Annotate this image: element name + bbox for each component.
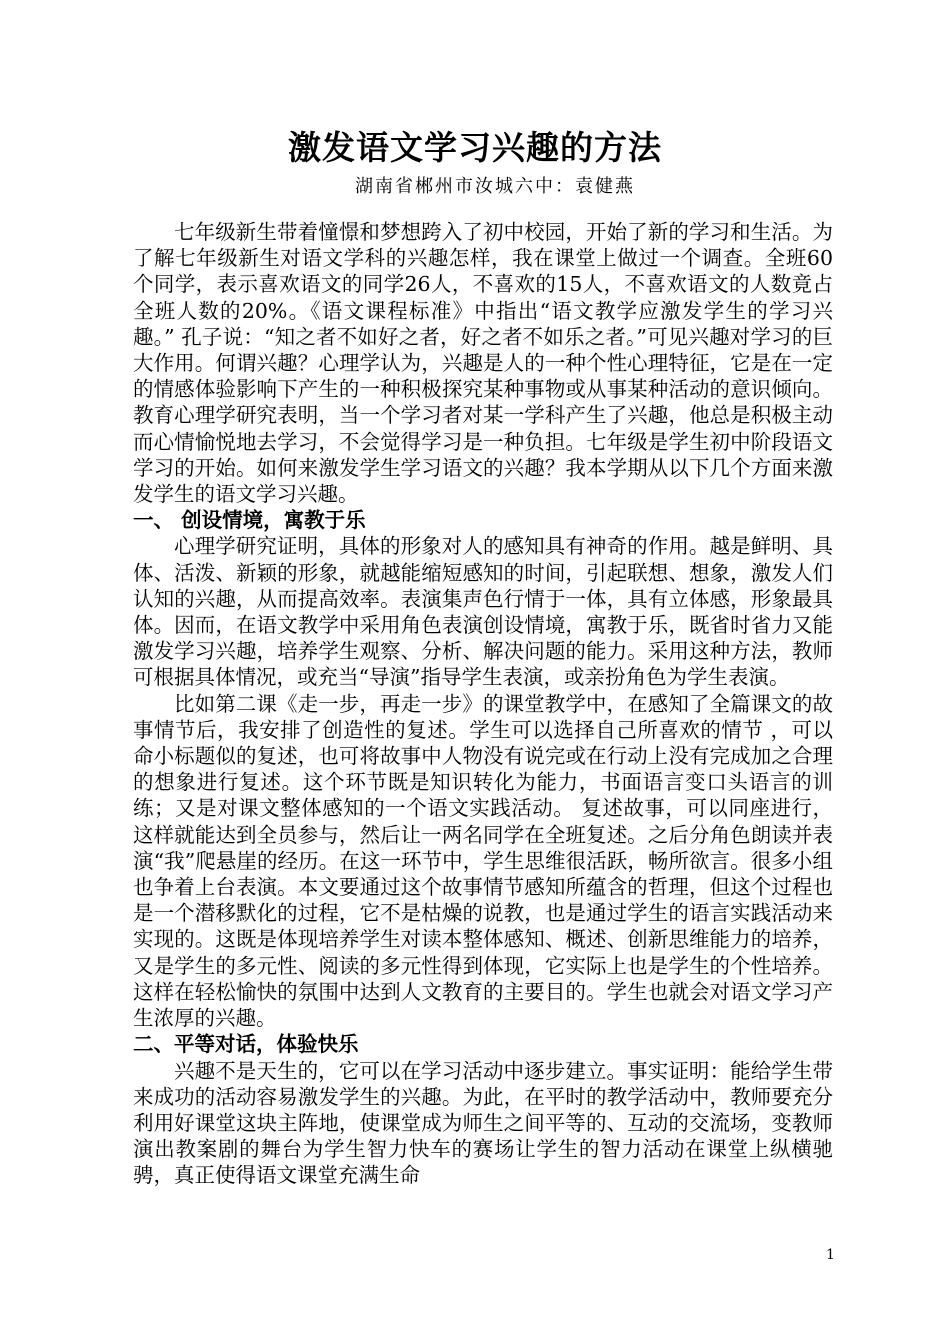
page-number: 1 (826, 1247, 835, 1263)
section1-paragraph-2: 比如第二课《走一步，再走一步》的课堂教学中，在感知了全篇课文的故事情节后，我安排了创造性的复述。学生可以选择自己所喜欢的情节 ，可以命小标题似的复述，也可将故事中人物没有说完或在行动上没有完成加之合理的想象进行复述。这个环节既是知识转化为能力，书面语言变口头语言的训练；又是对课文整体感知的一个语文实践活动。 复述故事，可以同座进行，这样就能达到全员参与，然后让一两名同学在全班复述。之后分角色朗读并表演“我”爬悬崖的经历。在这一环节中，学生思维很活跃，畅所欲言。很多小组也争着上台表演。本文要通过这个故事情节感知所蕴含的哲理，但这个过程也是一个潜移默化的过程，它不是枯燥的说教，也是通过学生的语言实践活动来实现的。这既是体现培养学生对读本整体感知、概述、创新思维能力的培养，又是学生的多元性、阅读的多元性得到体现，它实际上也是学生的个性培养。这样在轻松愉快的氛围中达到人文教育的主要目的。学生也就会对语文学习产生浓厚的兴趣。 (133, 691, 833, 1031)
section1-paragraph-1: 心理学研究证明，具体的形象对人的感知具有神奇的作用。越是鲜明、具体、活泼、新颖的形象，就越能缩短感知的时间，引起联想、想象，激发人们认知的兴趣，从而提高效率。表演集声色行情于一体，具有立体感，形象最具体。因而，在语文教学中采用角色表演创设情境，寓教于乐，既省时省力又能激发学习兴趣，培养学生观察、分析、解决问题的能力。采用这种方法，教师可根据具体情况，或充当“导演”指导学生表演，或亲扮角色为学生表演。 (133, 534, 833, 690)
section-heading-1: 一、 创设情境，寓教于乐 (133, 508, 366, 533)
section2-paragraph-1: 兴趣不是天生的，它可以在学习活动中逐步建立。事实证明：能给学生带来成功的活动容易激发学生的兴趣。为此，在平时的教学活动中，教师要充分利用好课堂这块主阵地，使课堂成为师生之间平等的、互动的交流场，变教师演出教案剧的舞台为学生智力快车的赛场让学生的智力活动在课堂上纵横驰骋，真正使得语文课堂充满生命 (133, 1058, 833, 1188)
intro-paragraph: 七年级新生带着憧憬和梦想跨入了初中校园，开始了新的学习和生活。为了解七年级新生对语文学科的兴趣怎样，我在课堂上做过一个调查。全班60个同学，表示喜欢语文的同学26人，不喜欢的15人，不喜欢语文的人数竟占全班人数的20%。《语文课程标准》中指出“语文教学应激发学生的学习兴趣。” 孔子说：“知之者不如好之者，好之者不如乐之者。”可见兴趣对学习的巨大作用。何谓兴趣？心理学认为，兴趣是人的一种个性心理特征，它是在一定的情感体验影响下产生的一种积极探究某种事物或从事某种活动的意识倾向。教育心理学研究表明，当一个学习者对某一学科产生了兴趣，他总是积极主动而心情愉悦地去学习，不会觉得学习是一种负担。七年级是学生初中阶段语文学习的开始。如何来激发学生学习语文的兴趣？我本学期从以下几个方面来激发学生的语文学习兴趣。 (133, 220, 833, 507)
author-line: 湖南省郴州市汝城六中：袁健燕 (355, 176, 635, 197)
section-heading-2: 二、平等对话，体验快乐 (133, 1032, 359, 1057)
document-body (133, 219, 833, 1189)
document-title: 激发语文学习兴趣的方法 (288, 128, 662, 167)
